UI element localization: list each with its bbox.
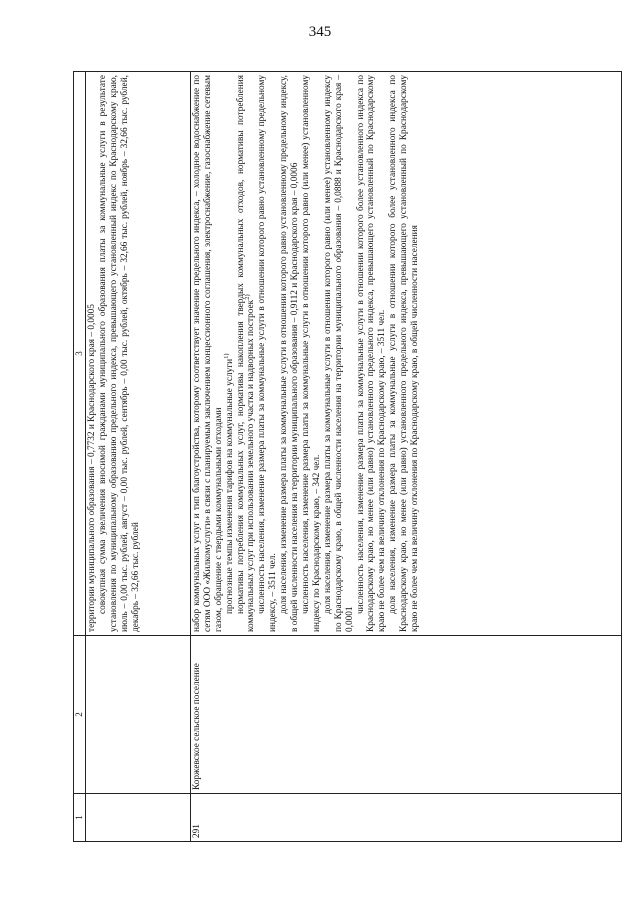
detail-paragraph: доля населения, изменение размера платы за коммунальные услуги в отношении которого равно (или менее) установленному индексу по Краснодарскому краю, в общей численности населения на территории муниципального образования – 0,0888 и Краснодарского края – 0,0001	[322, 75, 355, 632]
detail-paragraph: численность населения, изменение размера платы за коммунальные услуги в отношении которого равно (или менее) установленному индексу по Краснодарскому краю, – 342 чел.	[300, 75, 322, 632]
table-row	[85, 72, 190, 842]
detail-paragraph: доля населения, изменение размера платы за коммунальные услуги в отношении которого равно установленному предельному индексу, в общей численности населения на территории муниципального образования – 0,9112 и Краснодарского края – 0,0006	[279, 75, 301, 632]
row-details-cell	[85, 72, 190, 636]
detail-paragraph	[222, 75, 236, 632]
table-row	[190, 72, 621, 842]
row-number: 291	[191, 824, 202, 838]
detail-paragraph: доля населения, изменение размера платы за коммунальные услуги в отношении которого более установленного индекса по Краснодарскому краю, но менее (или равно) установленного предельного индекса, превышающего установленный по Краснодарскому краю не более чем на величину отклонения по Краснодарскому краю, в общей численности населения	[388, 75, 421, 632]
detail-text: прогнозные темпы изменения тарифов на коммунальные услуги	[224, 358, 235, 614]
header-col-3: 3	[74, 72, 86, 636]
footnote-ref: 1)	[222, 353, 230, 359]
detail-paragraph: набор коммунальных услуг и тип благоустройства, которому соответствует значение предельного индекса, – холодное водоснабжение по сетям ООО «Жилкомуслуги» в связи с планируемым заключением концессионного соглашения, электроснабжение, газоснабжение сетевым газом, обращение с твердыми коммунальными отходами	[191, 75, 224, 632]
detail-paragraph	[236, 75, 258, 632]
table-sheet	[73, 72, 618, 842]
detail-paragraph: численность населения, изменение размера платы за коммунальные услуги в отношении которого равно установленному предельному индексу, – 3511 чел.	[257, 75, 279, 632]
row-number-cell	[190, 794, 621, 842]
row-details-cell	[190, 72, 621, 636]
detail-text: нормативы потребления коммунальных услуг, нормативы накопления твердых коммунальных отходов, нормативы потребления коммунальных услуг при использовании земельного участка и надворных построек	[235, 75, 257, 632]
prev-paragraph: совокупная сумма увеличения вносимой гражданами муниципального образования платы за коммунальные услуги в результате установления по муниципальному образованию предельного индекса, превышающего установленный индекс по Краснодарскому краю, июль – 0,00 тыс. рублей, август – 0,00 тыс. рублей, сентябрь – 0,00 тыс. рублей, октябрь – 32,66 тыс. рублей, ноябрь – 32,66 тыс. рублей, декабрь – 32,66 тыс. рублей	[97, 75, 141, 632]
header-row	[74, 72, 86, 842]
prev-paragraph: территории муниципального образования – 0,7732 и Краснодарского края – 0,0005	[86, 304, 97, 632]
row-name-cell	[190, 636, 621, 794]
row-number-cell	[85, 794, 190, 842]
footnote-ref: 2)	[244, 294, 252, 300]
header-col-1: 1	[74, 794, 86, 842]
row-name-cell	[85, 636, 190, 794]
header-col-2: 2	[74, 636, 86, 794]
detail-paragraph: численность населения, изменение размера платы за коммунальные услуги в отношении которого более установленного индекса по Краснодарскому краю, но менее (или равно) установленного предельного индекса, превышающего установленный по Краснодарскому краю не более чем на величину отклонения по Краснодарскому краю, – 3511 чел.	[355, 75, 388, 632]
settlement-name: Коржевское сельское поселение	[191, 663, 202, 790]
data-table	[73, 71, 622, 842]
page-number: 345	[308, 24, 332, 40]
